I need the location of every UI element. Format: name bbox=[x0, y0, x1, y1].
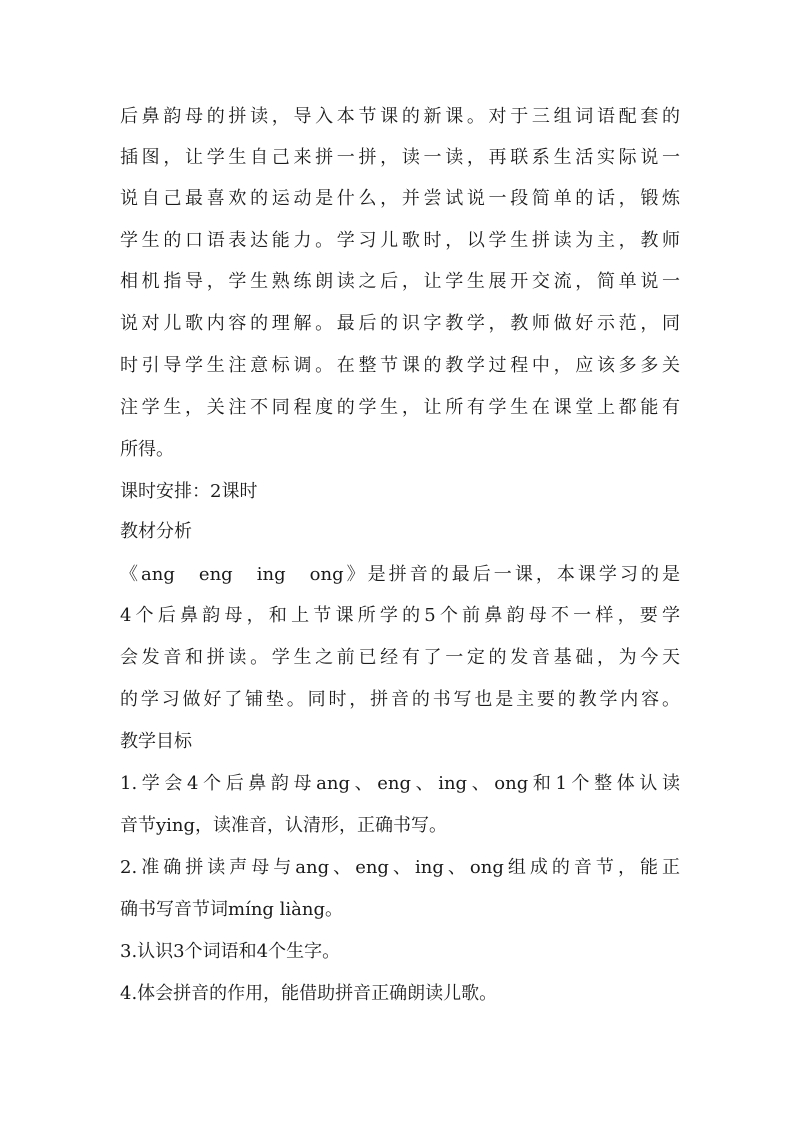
section-heading: 教材分析 bbox=[120, 521, 192, 542]
text-line: 4个后鼻韵母，和上节课所学的5个前鼻韵母不一样，要学 bbox=[120, 605, 680, 626]
goal-line: 4.体会拼音的作用，能借助拼音正确朗读儿歌。 bbox=[120, 983, 498, 1004]
goal-line: 确书写音节词míng liàng。 bbox=[120, 899, 344, 920]
text-line: 学生的口语表达能力。学习儿歌时，以学生拼读为主，教师 bbox=[120, 230, 680, 251]
goal-line: 1.学会4个后鼻韵母ang、eng、ing、ong和1个整体认读 bbox=[120, 773, 680, 794]
text-line: 会发音和拼读。学生之前已经有了一定的发音基础，为今天 bbox=[120, 647, 680, 668]
goal-line: 3.认识3个词语和4个生字。 bbox=[120, 941, 341, 962]
text-line: 说对儿歌内容的理解。最后的识字教学，教师做好示范，同 bbox=[120, 313, 680, 334]
text-line: 注学生，关注不同程度的学生，让所有学生在课堂上都能有 bbox=[120, 397, 680, 418]
section-heading: 教学目标 bbox=[120, 731, 192, 752]
text-line: 后鼻韵母的拼读，导入本节课的新课。对于三组词语配套的 bbox=[120, 106, 680, 127]
text-line: 说自己最喜欢的运动是什么，并尝试说一段简单的话，锻炼 bbox=[120, 188, 680, 209]
goal-line: 音节ying，读准音，认清形，正确书写。 bbox=[120, 815, 448, 836]
schedule-line: 课时安排：2课时 bbox=[120, 481, 258, 502]
text-line: 时引导学生注意标调。在整节课的教学过程中，应该多多关 bbox=[120, 355, 680, 376]
text-line: 《ang eng ing ong》是拼音的最后一课，本课学习的是 bbox=[120, 564, 680, 585]
text-line: 的学习做好了铺垫。同时，拼音的书写也是主要的教学内容。 bbox=[120, 689, 680, 710]
goal-line: 2.准确拼读声母与ang、eng、ing、ong组成的音节，能正 bbox=[120, 857, 680, 878]
text-line: 所得。 bbox=[120, 439, 174, 460]
text-line: 相机指导，学生熟练朗读之后，让学生展开交流，简单说一 bbox=[120, 271, 680, 292]
text-line: 插图，让学生自己来拼一拼，读一读，再联系生活实际说一 bbox=[120, 147, 680, 168]
